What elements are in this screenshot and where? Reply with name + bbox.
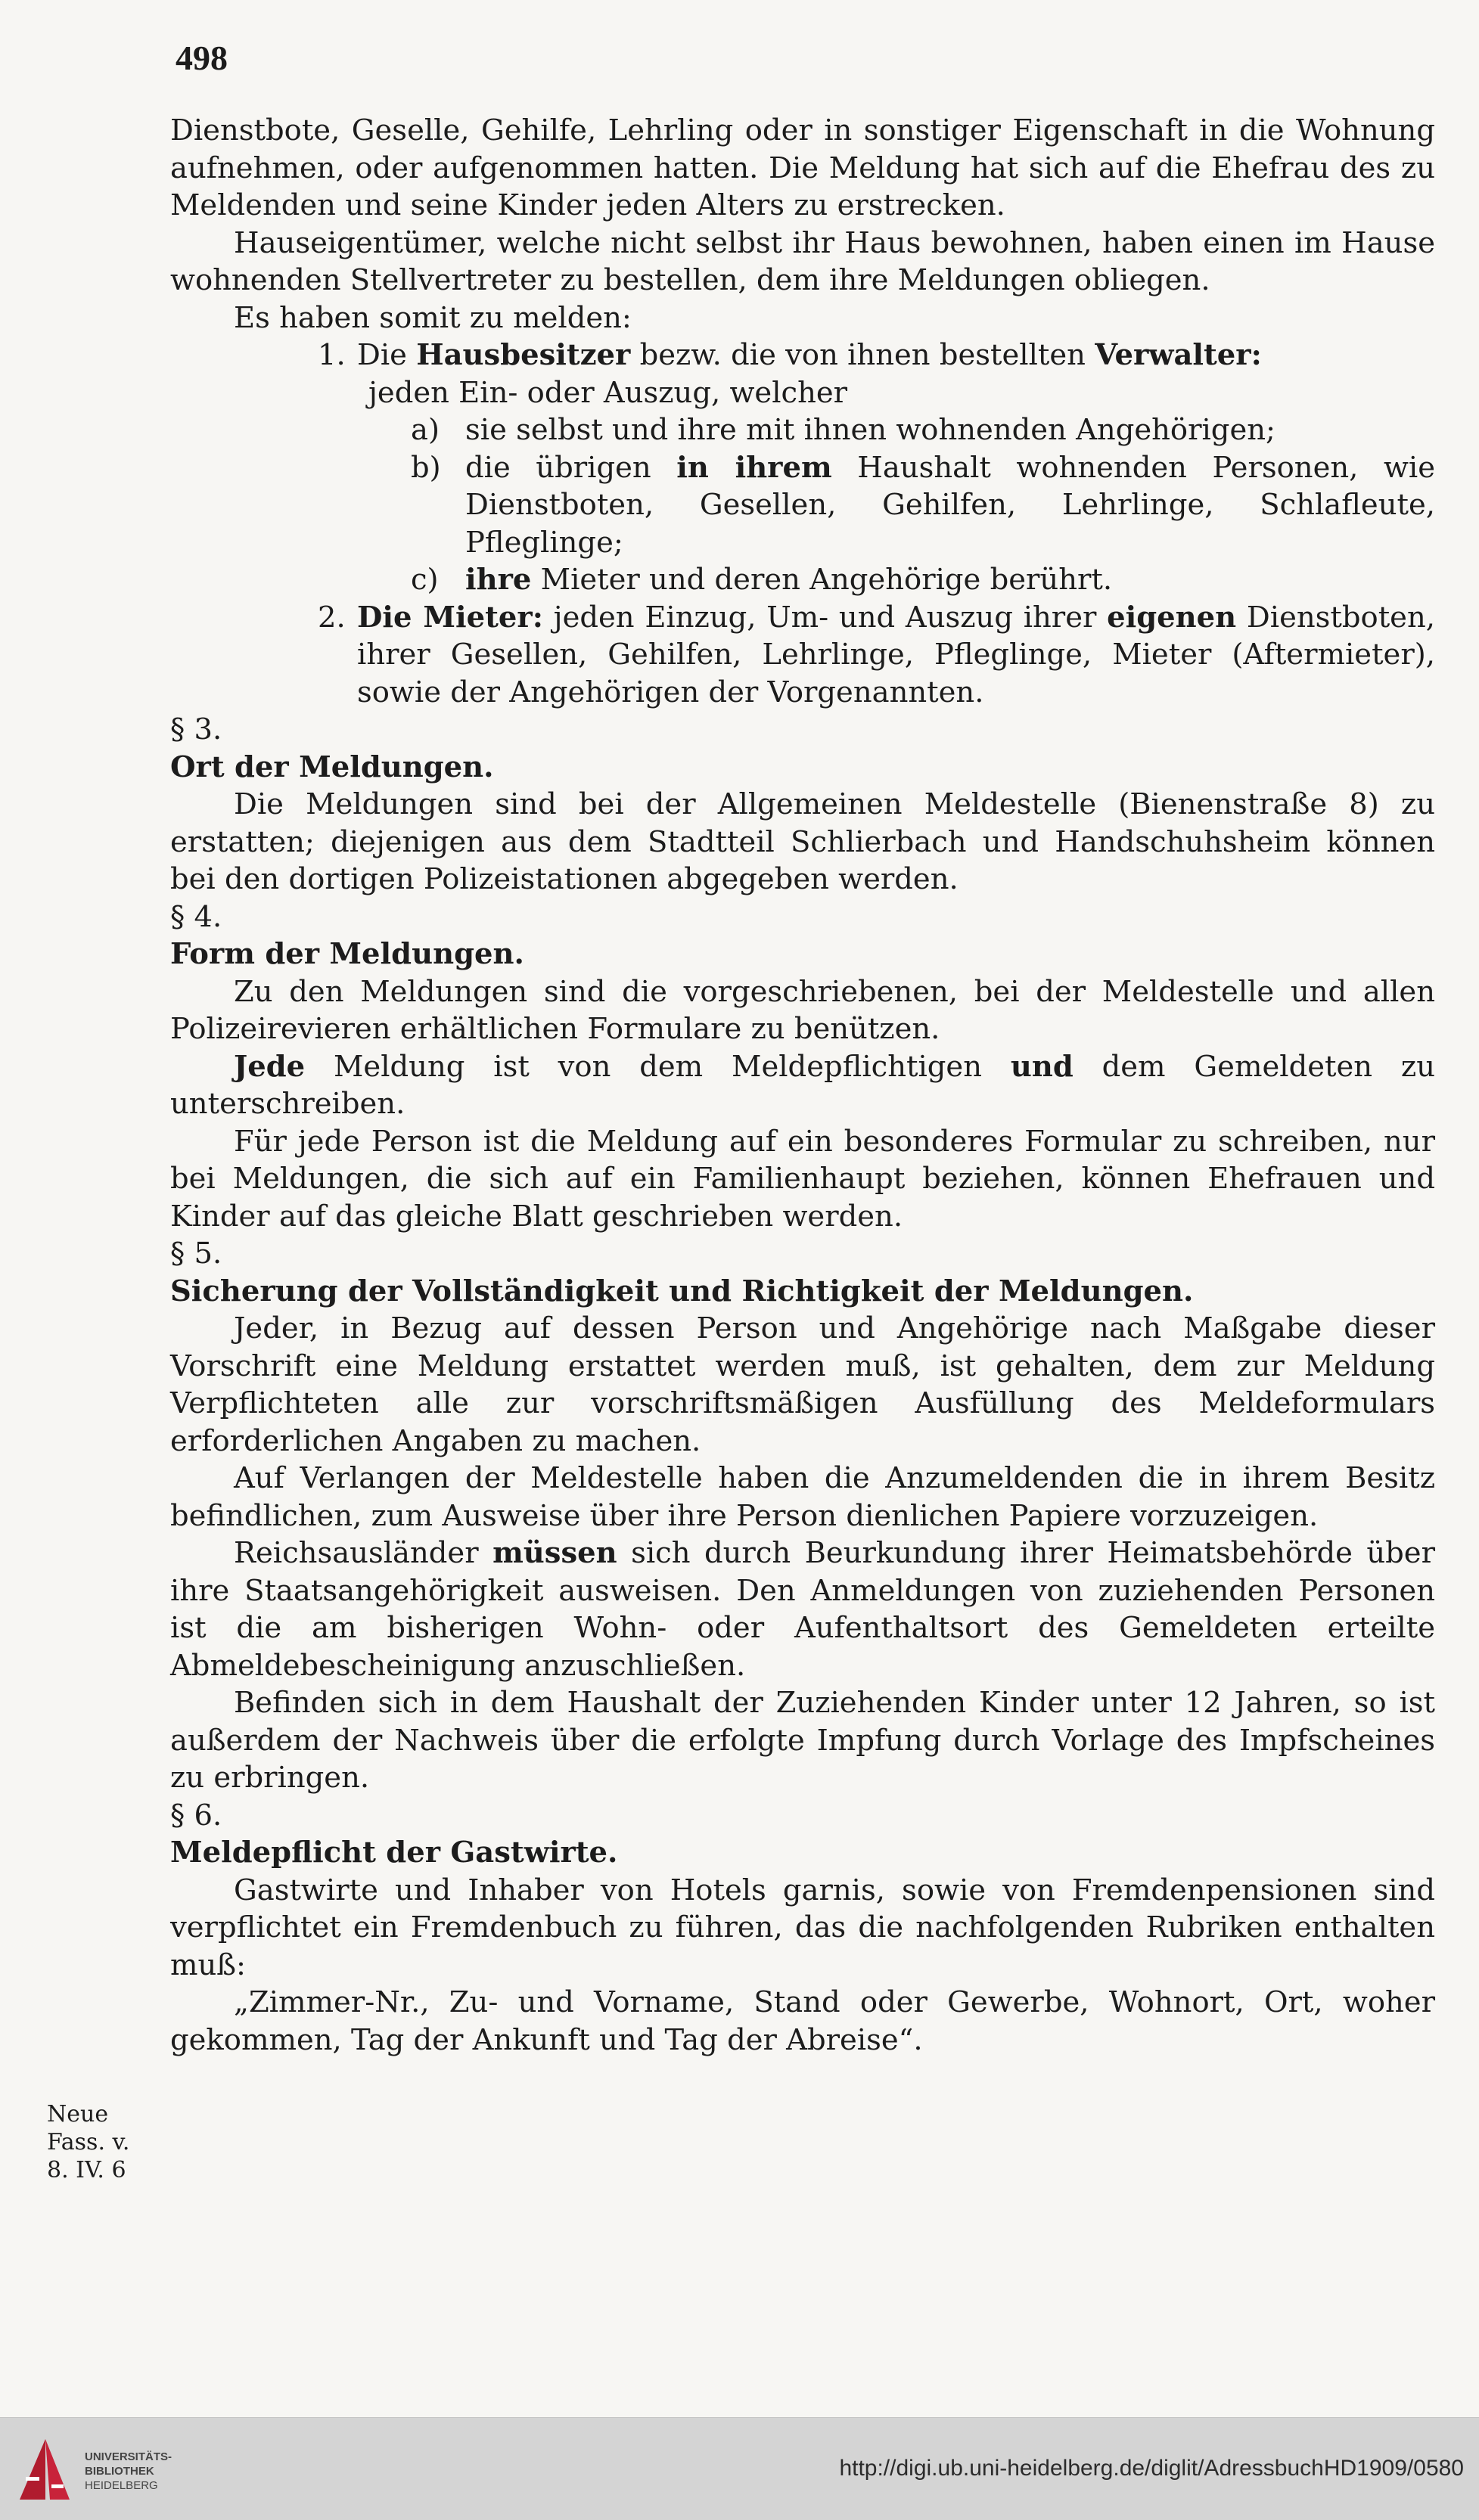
margin-note-line: Neue xyxy=(47,2101,109,2127)
paragraph: Gastwirte und Inhaber von Hotels garnis, sowie von Fremdenpensionen sind verpflichtet ein Fremdenbuch zu führen, das die nachfolgenden Rubriken enthalten muß: xyxy=(170,1873,1435,1982)
paragraph: Zu den Meldungen sind die vorgeschriebenen, bei der Meldestelle und allen Polizeirevieren erhältlichen Formulare zu benützen. xyxy=(170,974,1435,1046)
bold-term: Die Mieter: xyxy=(357,600,543,635)
text-run: Meldung ist von dem Meldepflichtigen xyxy=(305,1049,1011,1084)
paragraph xyxy=(170,1535,1435,1684)
footer-bar xyxy=(0,2417,1479,2520)
bold-term: und xyxy=(1010,1049,1074,1084)
sub-text: sie selbst und ihre mit ihnen wohnenden Angehörigen; xyxy=(465,413,1276,447)
paragraph: Auf Verlangen der Meldestelle haben die Anzumeldenden die in ihrem Besitz befindlichen, zum Ausweise über ihre Person dienlichen Papiere vorzuzeigen. xyxy=(170,1461,1435,1533)
library-logo[interactable] xyxy=(15,2432,197,2507)
list-item-2 xyxy=(170,599,1435,712)
bold-term: Jede xyxy=(234,1049,306,1084)
section-title: Meldepflicht der Gastwirte. xyxy=(170,1836,618,1870)
list-continuation: jeden Ein- oder Auszug, welcher xyxy=(368,375,848,410)
text-run: Die xyxy=(357,338,417,372)
text-run: dem Gemeldeten zu unterschreiben. xyxy=(170,1049,1435,1121)
text-run: bezw. die von ihnen bestellten xyxy=(630,338,1095,372)
list-text xyxy=(357,337,1262,374)
page-number: 498 xyxy=(176,39,228,77)
paragraph: Dienstbote, Geselle, Gehilfe, Lehrling oder in sonstiger Eigenschaft in die Wohnung aufnehmen, oder aufgenommen hatten. Die Meldung hat sich auf die Ehefrau des zu Meldenden und seine Kinder jeden Alters zu erstrecken. xyxy=(170,113,1435,222)
section-title: Form der Meldungen. xyxy=(170,937,524,971)
section-title: Ort der Meldungen. xyxy=(170,749,494,784)
list-text xyxy=(357,599,1435,712)
paragraph: Jeder, in Bezug auf dessen Person und Angehörige nach Maßgabe dieser Vorschrift eine Meldung erstattet werden muß, ist gehalten, dem zur Meldung Verpflichteten alle zur vorschriftsmäßigen Ausfüllung des Meldeformulars erforderlichen Angaben zu machen. xyxy=(170,1311,1435,1458)
list-number: 2. xyxy=(318,600,346,635)
list-number: 1. xyxy=(318,338,346,372)
paragraph: Es haben somit zu melden: xyxy=(234,300,632,335)
page-body xyxy=(170,112,1435,2059)
list-item-1 xyxy=(170,337,1435,374)
text-run: jeden Einzug, Um- und Auszug ihrer xyxy=(542,600,1108,635)
text-run: die übrigen xyxy=(465,450,677,485)
section-number: § 5. xyxy=(170,1237,222,1271)
sub-number: c) xyxy=(411,563,439,597)
text-run: Dienstboten, ihrer Gesellen, Gehilfen, Lehrlinge, Pfleglinge, Mieter (Aftermieter), sowie der Angehörigen der Vorgenannten. xyxy=(357,600,1435,709)
section-number: § 4. xyxy=(170,899,222,934)
quote-paragraph: „Zimmer-Nr., Zu- und Vorname, Stand oder Gewerbe, Wohnort, Ort, woher gekommen, Tag der Ankunft und Tag der Abreise“. xyxy=(170,1985,1435,2057)
paragraph: Hauseigentümer, welche nicht selbst ihr Haus bewohnen, haben einen im Hause wohnenden Stellvertreter zu bestellen, dem ihre Meldungen obliegen. xyxy=(170,225,1435,297)
bold-term: Verwalter: xyxy=(1095,338,1262,372)
margin-note-line: Fass. v. xyxy=(47,2129,130,2155)
bold-term: müssen xyxy=(492,1536,617,1570)
library-name-line: HEIDELBERG xyxy=(85,2479,158,2492)
bold-term: Hausbesitzer xyxy=(416,338,631,372)
text-run: sich durch Beurkundung ihrer Heimatsbehörde über ihre Staatsangehörigkeit ausweisen. Den Anmeldungen von zuziehenden Personen ist die am bisherigen Wohn- oder Aufenthaltsort des Gemeldeten erteilte Abmeldebescheinigung anzuschließen. xyxy=(170,1536,1435,1683)
bold-term: ihre xyxy=(465,563,532,597)
section-number: § 3. xyxy=(170,712,222,746)
sub-item-a xyxy=(170,411,1435,449)
text-run: Haushalt wohnenden Personen, wie Dienstboten, Gesellen, Gehilfen, Lehrlinge, Schlafleute, Pfleglinge; xyxy=(465,450,1436,560)
bold-term: in ihrem xyxy=(676,450,832,485)
text-run: Reichsausländer xyxy=(234,1536,493,1570)
sub-number: b) xyxy=(411,450,441,485)
sub-number: a) xyxy=(411,413,440,447)
sub-text xyxy=(465,561,1435,599)
sub-text xyxy=(465,449,1435,562)
library-name-line: BIBLIOTHEK xyxy=(85,2465,154,2478)
library-name-line: UNIVERSITÄTS- xyxy=(85,2450,172,2463)
sub-item-b xyxy=(170,449,1435,562)
library-emblem-icon xyxy=(15,2435,74,2504)
paragraph: Für jede Person ist die Meldung auf ein besonderes Formular zu schreiben, nur bei Meldungen, die sich auf ein Familienhaupt beziehen, können Ehefrauen und Kinder auf das gleiche Blatt geschrieben werden. xyxy=(170,1124,1435,1234)
section-title: Sicherung der Vollständigkeit und Richtigkeit der Meldungen. xyxy=(170,1274,1194,1308)
source-url-link[interactable]: http://digi.ub.uni-heidelberg.de/diglit/AdressbuchHD1909/0580 xyxy=(839,2456,1464,2481)
margin-note xyxy=(47,2100,129,2184)
paragraph xyxy=(170,1048,1435,1123)
paragraph: Die Meldungen sind bei der Allgemeinen Meldestelle (Bienenstraße 8) zu erstatten; diejenigen aus dem Stadtteil Schlierbach und Handschuhsheim können bei den dortigen Polizeistationen abgegeben werden. xyxy=(170,787,1435,896)
text-run: Mieter und deren Angehörige berührt. xyxy=(531,563,1113,597)
bold-term: eigenen xyxy=(1107,600,1237,635)
paragraph: Befinden sich in dem Haushalt der Zuziehenden Kinder unter 12 Jahren, so ist außerdem der Nachweis über die erfolgte Impfung durch Vorlage des Impfscheines zu erbringen. xyxy=(170,1686,1435,1795)
section-number: § 6. xyxy=(170,1798,222,1833)
sub-item-c xyxy=(170,561,1435,599)
margin-note-line: 8. IV. 6 xyxy=(47,2157,126,2183)
library-name xyxy=(85,2450,172,2493)
